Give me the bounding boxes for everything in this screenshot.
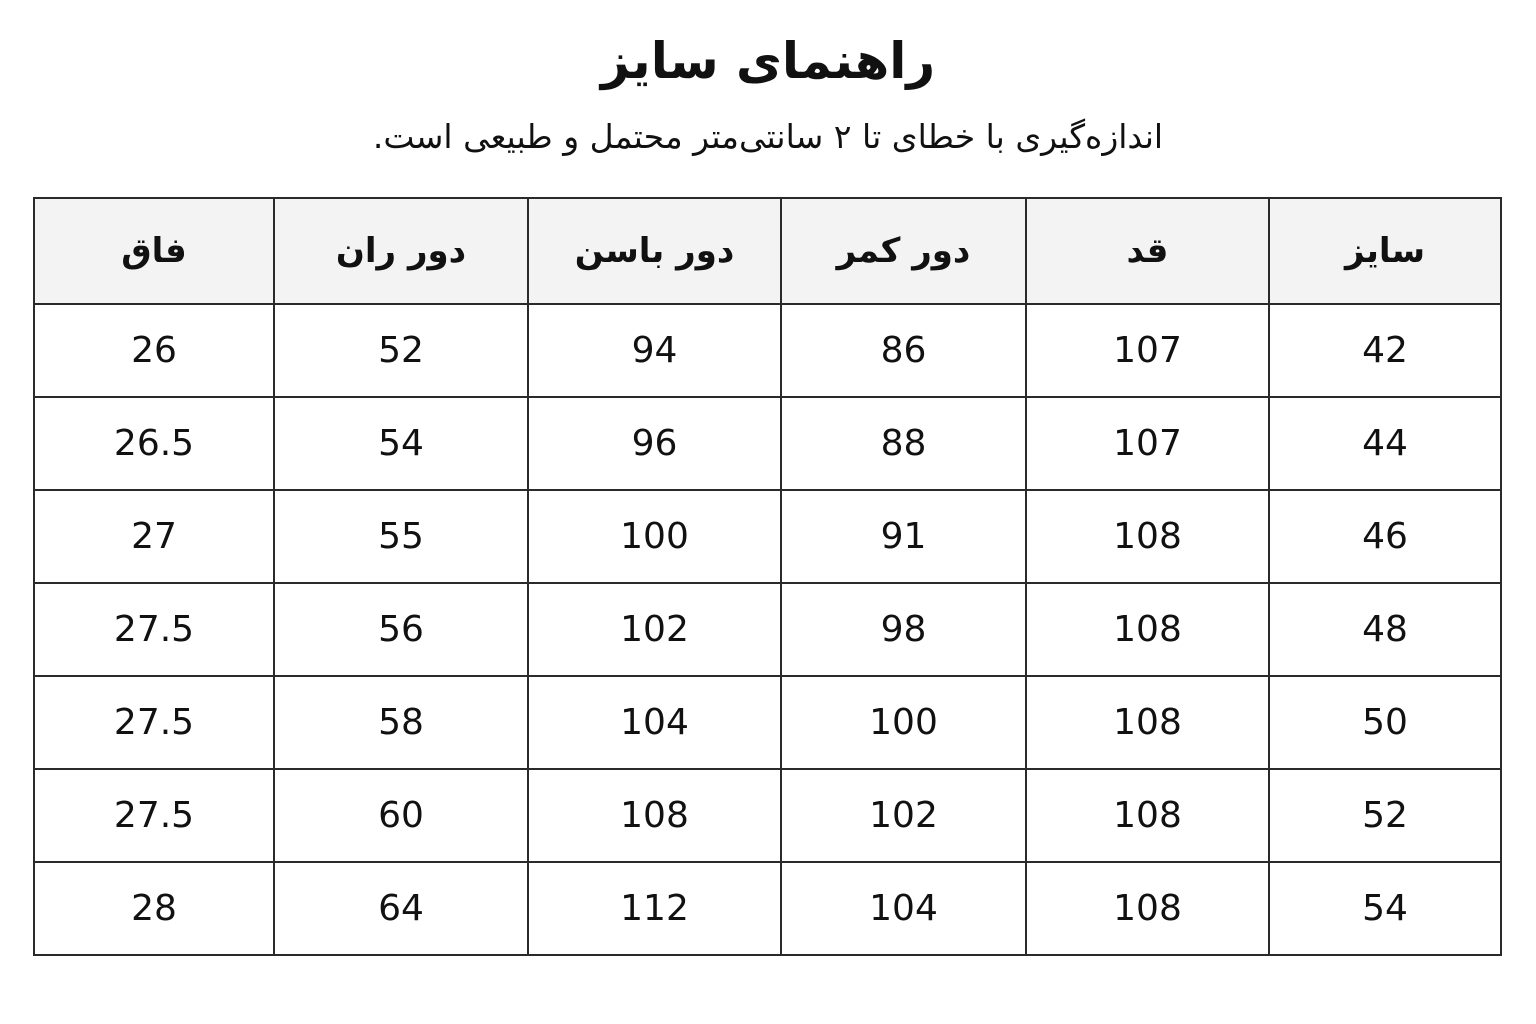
cell-thigh: 52 — [274, 304, 528, 397]
cell-length: 108 — [1026, 583, 1269, 676]
table-row — [34, 676, 1501, 769]
cell-rise: 27.5 — [34, 769, 274, 862]
cell-hip: 104 — [528, 676, 781, 769]
cell-rise: 28 — [34, 862, 274, 955]
table-row — [34, 769, 1501, 862]
cell-hip: 112 — [528, 862, 781, 955]
table-row — [34, 304, 1501, 397]
header-rise: فاق — [34, 198, 274, 304]
cell-hip: 94 — [528, 304, 781, 397]
table-row — [34, 397, 1501, 490]
cell-hip: 96 — [528, 397, 781, 490]
cell-waist: 98 — [781, 583, 1026, 676]
cell-rise: 27.5 — [34, 583, 274, 676]
cell-waist: 86 — [781, 304, 1026, 397]
header-length: قد — [1026, 198, 1269, 304]
cell-thigh: 58 — [274, 676, 528, 769]
cell-thigh: 64 — [274, 862, 528, 955]
cell-length: 108 — [1026, 490, 1269, 583]
table-row — [34, 490, 1501, 583]
cell-size: 54 — [1269, 862, 1501, 955]
cell-size: 52 — [1269, 769, 1501, 862]
cell-waist: 88 — [781, 397, 1026, 490]
header-thigh: دور ران — [274, 198, 528, 304]
cell-thigh: 55 — [274, 490, 528, 583]
page-title: راهنمای سایز — [600, 32, 936, 90]
cell-length: 108 — [1026, 862, 1269, 955]
cell-rise: 26 — [34, 304, 274, 397]
cell-thigh: 60 — [274, 769, 528, 862]
cell-rise: 26.5 — [34, 397, 274, 490]
cell-length: 107 — [1026, 304, 1269, 397]
table-row — [34, 583, 1501, 676]
cell-waist: 91 — [781, 490, 1026, 583]
table-header-row — [34, 198, 1501, 304]
cell-rise: 27 — [34, 490, 274, 583]
table-row — [34, 862, 1501, 955]
cell-length: 107 — [1026, 397, 1269, 490]
cell-length: 108 — [1026, 769, 1269, 862]
cell-rise: 27.5 — [34, 676, 274, 769]
header-hip: دور باسن — [528, 198, 781, 304]
cell-hip: 108 — [528, 769, 781, 862]
cell-hip: 102 — [528, 583, 781, 676]
cell-thigh: 56 — [274, 583, 528, 676]
cell-waist: 104 — [781, 862, 1026, 955]
cell-thigh: 54 — [274, 397, 528, 490]
page-subtitle: اندازه‌گیری با خطای تا ۲ سانتی‌متر محتمل و طبیعی است. — [372, 117, 1164, 156]
header-size: سایز — [1269, 198, 1501, 304]
size-table — [33, 197, 1502, 956]
header-waist: دور کمر — [781, 198, 1026, 304]
cell-length: 108 — [1026, 676, 1269, 769]
cell-size: 42 — [1269, 304, 1501, 397]
cell-size: 44 — [1269, 397, 1501, 490]
cell-size: 48 — [1269, 583, 1501, 676]
cell-size: 50 — [1269, 676, 1501, 769]
cell-waist: 102 — [781, 769, 1026, 862]
cell-hip: 100 — [528, 490, 781, 583]
cell-waist: 100 — [781, 676, 1026, 769]
cell-size: 46 — [1269, 490, 1501, 583]
